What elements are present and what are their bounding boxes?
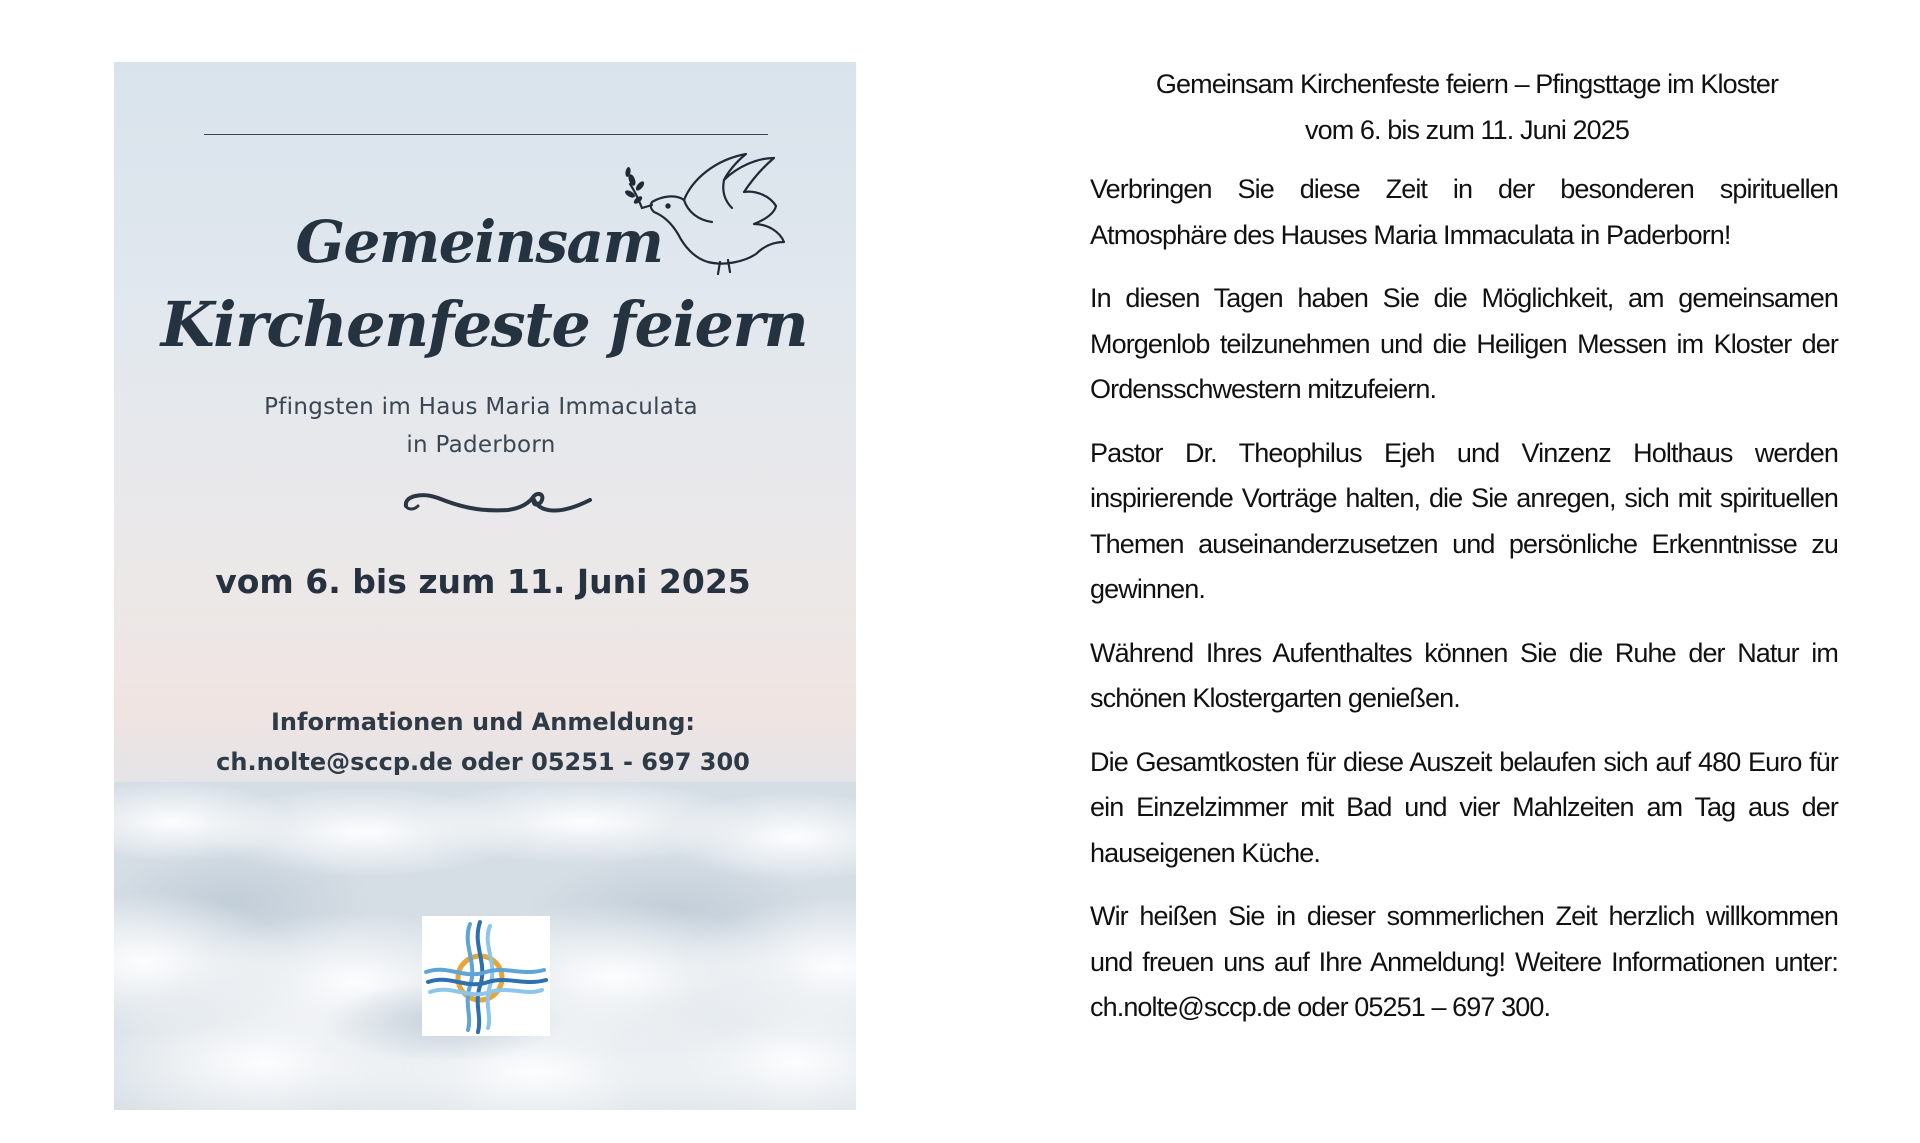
flyer-title-line1: Gemeinsam [295, 208, 663, 276]
paragraph-2: In diesen Tagen haben Sie die Möglichkeit, am gemeinsamen Morgenlob teilzunehmen und die Heiligen Messen im Kloster der Ordensschwestern mitzufeiern. [1090, 283, 1838, 404]
swirl-icon [398, 486, 598, 520]
description-heading [1090, 62, 1838, 153]
cross-logo-icon [422, 916, 550, 1036]
top-divider [204, 134, 768, 135]
flyer-title-line2: Kirchenfeste feiern [160, 288, 808, 361]
paragraph-3: Pastor Dr. Theophilus Ejeh und Vinzenz Holthaus werden inspirierende Vorträge halten, die Sie anregen, sich mit spirituellen Themen auseinanderzusetzen und persönliche Erkenntnisse zu gewinnen. [1090, 437, 1838, 604]
heading-line1: Gemeinsam Kirchenfeste feiern – Pfingsttage im Kloster [1155, 69, 1779, 99]
heading-line2: vom 6. bis zum 11. Juni 2025 [1305, 114, 1629, 145]
flyer-date: vom 6. bis zum 11. Juni 2025 [215, 562, 751, 601]
flyer-subtitle-line2: in Paderborn [406, 432, 556, 458]
paragraph-1: Verbringen Sie diese Zeit in der besonderen spirituellen Atmosphäre des Hauses Maria Immaculata in Paderborn! [1090, 174, 1838, 250]
description-text [1090, 62, 1838, 1049]
flyer-info-label: Informationen und Anmeldung: [271, 708, 695, 736]
flyer-contact: ch.nolte@sccp.de oder 05251 - 697 300 [216, 748, 750, 776]
paragraph-6: Wir heißen Sie in dieser sommerlichen Zeit herzlich willkommen und freuen uns auf Ihre Anmeldung! Weitere Informationen unter: ch.nolte@sccp.de oder 05251 – 697 300. [1090, 901, 1838, 1022]
event-flyer [114, 62, 856, 1110]
paragraph-5: Die Gesamtkosten für diese Auszeit belaufen sich auf 480 Euro für ein Einzelzimmer mit Bad und vier Mahlzeiten am Tag aus der hauseigenen Küche. [1090, 746, 1838, 868]
paragraph-4: Während Ihres Aufenthaltes können Sie die Ruhe der Natur im schönen Klostergarten genießen. [1090, 637, 1838, 713]
flyer-subtitle-line1: Pfingsten im Haus Maria Immaculata [264, 394, 698, 420]
